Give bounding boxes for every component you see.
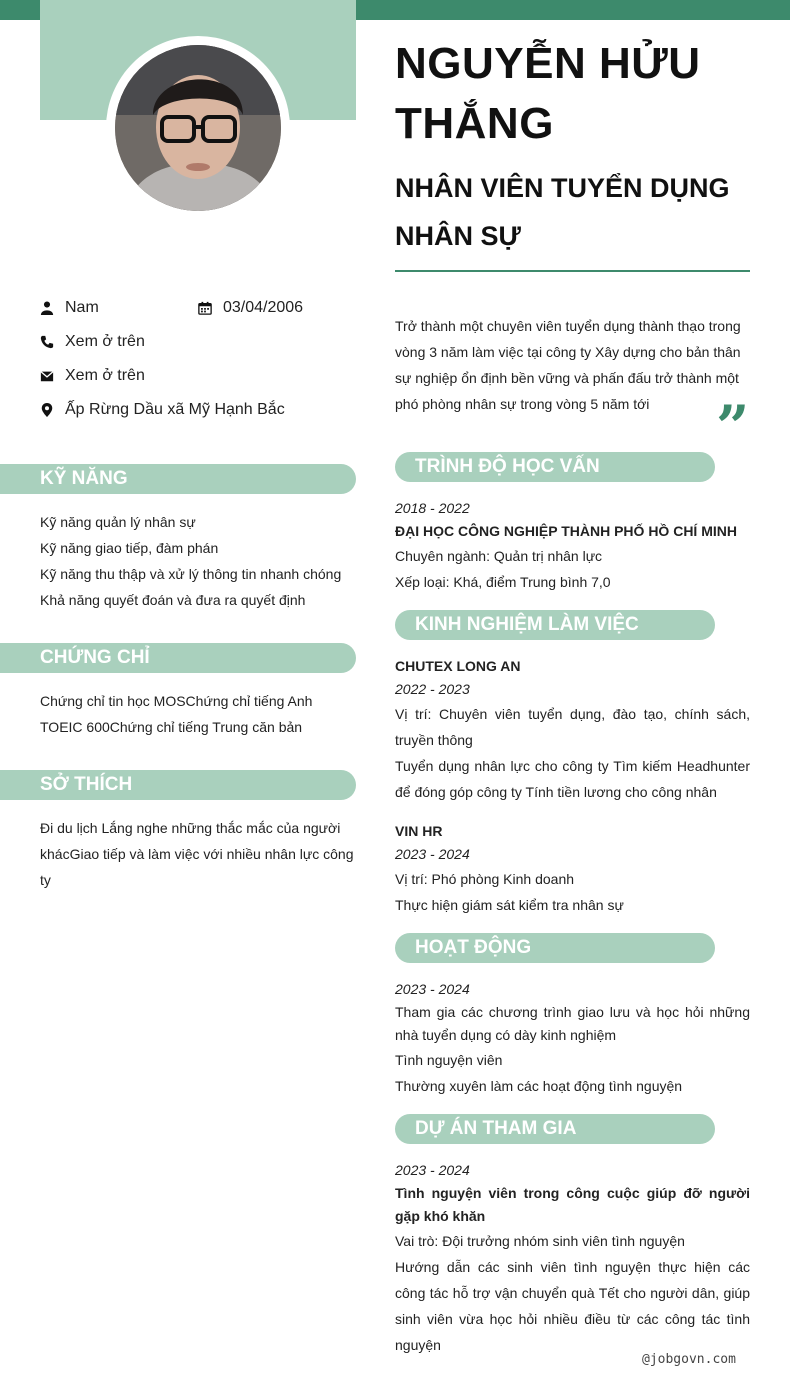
experience-date: 2023 - 2024 [395, 846, 470, 862]
address-value: Ấp Rừng Dầu xã Mỹ Hạnh Bắc [65, 401, 285, 418]
skill-item: Kỹ năng giao tiếp, đàm phán [40, 540, 219, 556]
education-school: ĐẠI HỌC CÔNG NGHIỆP THÀNH PHỐ HỒ CHÍ MINH [395, 523, 737, 539]
activities-entry [395, 978, 750, 1099]
experience-company: VIN HR [395, 823, 443, 839]
projects-name: Tình nguyện viên trong công cuộc giúp đỡ người gặp khó khăn [395, 1185, 750, 1224]
info-gender [40, 299, 99, 317]
full-name: NGUYỄN HỬU THẮNG [395, 39, 701, 148]
experience-position: Vị trí: Chuyên viên tuyển dụng, đào tạo, chính sách, truyền thông [395, 706, 750, 748]
dob-value: 03/04/2006 [223, 299, 304, 316]
skill-item: Kỹ năng quản lý nhân sự [40, 514, 196, 530]
experience-heading: KINH NGHIỆM LÀM VIỆC [395, 610, 715, 640]
projects-desc: Hướng dẫn các sinh viên tình nguyện thực hiện các công tác hỗ trợ vận chuyển quà Tết cho người dân, giúp sinh viên vừa học hỏi nhiều điều từ các công tác tình nguyện [395, 1259, 750, 1353]
hobbies-text: Đi du lịch Lắng nghe những thắc mắc của người khácGiao tiếp và làm việc với nhiều nhân lực công ty [40, 820, 354, 888]
skills-list [40, 509, 356, 613]
experience-company: CHUTEX LONG AN [395, 658, 521, 674]
certificates-text: Chứng chỉ tin học MOSChứng chỉ tiếng Anh TOEIC 600Chứng chỉ tiếng Trung căn bản [40, 693, 313, 735]
hobbies-heading: SỞ THÍCH [0, 770, 356, 800]
experience-desc: Thực hiện giám sát kiểm tra nhân sự [395, 897, 624, 913]
info-phone [40, 333, 145, 351]
profile-photo [115, 45, 281, 211]
projects-role: Vai trò: Đội trưởng nhóm sinh viên tình nguyện [395, 1233, 685, 1249]
quote-icon: ” [716, 393, 750, 461]
activities-heading: HOẠT ĐỘNG [395, 933, 715, 963]
envelope-icon [40, 369, 65, 383]
experience-position: Vị trí: Phó phòng Kinh doanh [395, 871, 575, 887]
phone-icon [40, 335, 65, 349]
skills-heading: KỸ NĂNG [0, 464, 356, 494]
email-value: Xem ở trên [65, 367, 145, 384]
info-email [40, 367, 145, 385]
title-divider [395, 270, 750, 272]
activities-date: 2023 - 2024 [395, 981, 470, 997]
experience-date: 2022 - 2023 [395, 681, 470, 697]
career-objective: Trở thành một chuyên viên tuyển dụng thành thạo trong vòng 3 năm làm việc tại công ty Xây dựng cho bản thân sự nghiệp ổn định bền vững và phấn đấu trở thành một phó phòng nhân sự trong vòng 5 năm tới [395, 318, 741, 412]
skill-item: Khả năng quyết đoán và đưa ra quyết định [40, 592, 306, 608]
job-title: NHÂN VIÊN TUYỂN DỤNG NHÂN SỰ [395, 173, 730, 251]
education-heading: TRÌNH ĐỘ HỌC VẤN [395, 452, 715, 482]
gender-value: Nam [65, 299, 99, 316]
experience-entry [395, 655, 750, 805]
projects-entry [395, 1159, 750, 1358]
education-date: 2018 - 2022 [395, 500, 470, 516]
skill-item: Kỹ năng thu thập và xử lý thông tin nhanh chóng [40, 566, 342, 582]
info-address [40, 401, 285, 419]
certificates-heading: CHỨNG CHỈ [0, 643, 356, 673]
avatar [106, 36, 290, 220]
education-grade: Xếp loại: Khá, điểm Trung bình 7,0 [395, 574, 611, 590]
calendar-icon [198, 301, 223, 315]
phone-value: Xem ở trên [65, 333, 145, 350]
footer-watermark: @jobgovn.com [642, 1352, 736, 1367]
map-pin-icon [40, 403, 65, 417]
education-major: Chuyên ngành: Quản trị nhân lực [395, 548, 603, 564]
person-icon [40, 301, 65, 315]
experience-entry [395, 820, 750, 918]
projects-heading: DỰ ÁN THAM GIA [395, 1114, 715, 1144]
activities-role: Tình nguyện viên [395, 1052, 503, 1068]
activities-desc: Tham gia các chương trình giao lưu và học hỏi những nhà tuyển dụng có dày kinh nghiệm [395, 1004, 750, 1043]
projects-date: 2023 - 2024 [395, 1162, 470, 1178]
info-dob [198, 299, 303, 317]
experience-desc: Tuyển dụng nhân lực cho công ty Tìm kiếm Headhunter để đóng góp công ty Tính tiền lương cho công nhân [395, 758, 750, 800]
education-entry [395, 497, 750, 595]
activities-detail: Thường xuyên làm các hoạt động tình nguyện [395, 1078, 683, 1094]
